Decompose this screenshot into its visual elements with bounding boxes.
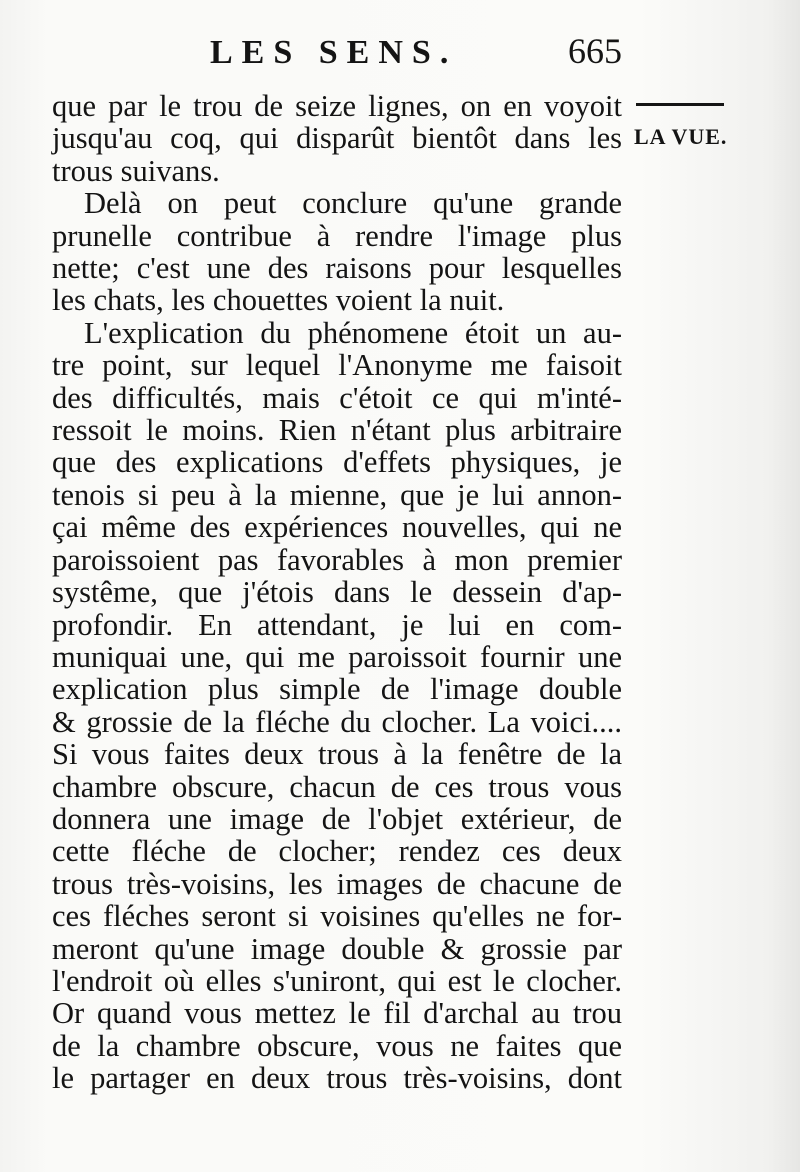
text-line: le partager en deux trous très-voisins, dont	[52, 1061, 622, 1096]
text-line: cette fléche de clocher; rendez ces deux	[52, 834, 622, 869]
text-line: paroissoient pas favorables à mon premier	[52, 542, 622, 577]
text-line: des difficultés, mais c'étoit ce qui m'inté-	[52, 380, 622, 415]
page-header	[50, 30, 622, 76]
text-line: de la chambre obscure, vous ne faites que	[52, 1028, 622, 1063]
text-line: & grossie de la fléche du clocher. La voici....	[52, 704, 622, 739]
text-line: trous très-voisins, les images de chacune de	[52, 866, 622, 901]
text-line: meront qu'une image double & grossie par	[52, 931, 622, 966]
text-line: donnera une image de l'objet extérieur, de	[52, 801, 622, 836]
margin-rule	[636, 103, 724, 106]
text-line: muniquai une, qui me paroissoit fournir une	[52, 639, 622, 674]
text-line: ces fléches seront si voisines qu'elles ne for-	[52, 899, 622, 934]
page-number: 665	[568, 31, 622, 71]
text-line: ressoit le moins. Rien n'étant plus arbitraire	[52, 413, 622, 448]
text-line: jusqu'au coq, qui disparût bientôt dans les	[52, 121, 622, 156]
text-line: tre point, sur lequel l'Anonyme me faisoit	[52, 348, 622, 383]
text-line: çai même des expériences nouvelles, qui ne	[52, 510, 622, 545]
text-line: trous suivans.	[52, 153, 220, 188]
text-line: chambre obscure, chacun de ces trous vous	[52, 769, 622, 804]
running-head: LES SENS.	[210, 34, 458, 71]
text-line: Or quand vous mettez le fil d'archal au trou	[52, 996, 622, 1031]
text-line: prunelle contribue à rendre l'image plus	[52, 218, 622, 253]
text-line: Delà on peut conclure qu'une grande	[84, 186, 622, 221]
text-line: que par le trou de seize lignes, on en voyoit	[52, 89, 622, 123]
text-line: les chats, les chouettes voient la nuit.	[52, 283, 505, 318]
text-line: explication plus simple de l'image double	[52, 672, 622, 707]
text-line: tenois si peu à la mienne, que je lui annon-	[52, 477, 622, 512]
text-line: profondir. En attendant, je lui en com-	[52, 607, 622, 642]
text-line: nette; c'est une des raisons pour lesquelles	[52, 251, 622, 286]
margin-note: LA VUE.	[634, 124, 728, 149]
text-line: systême, que j'étois dans le dessein d'ap-	[52, 575, 622, 610]
text-line: que des explications d'effets physiques, je	[52, 445, 622, 480]
body-text	[52, 90, 622, 1095]
text-line: l'endroit où elles s'uniront, qui est le clocher.	[52, 963, 622, 998]
text-line: L'explication du phénomene étoit un au-	[84, 315, 622, 350]
text-line: Si vous faites deux trous à la fenêtre de la	[52, 737, 622, 772]
